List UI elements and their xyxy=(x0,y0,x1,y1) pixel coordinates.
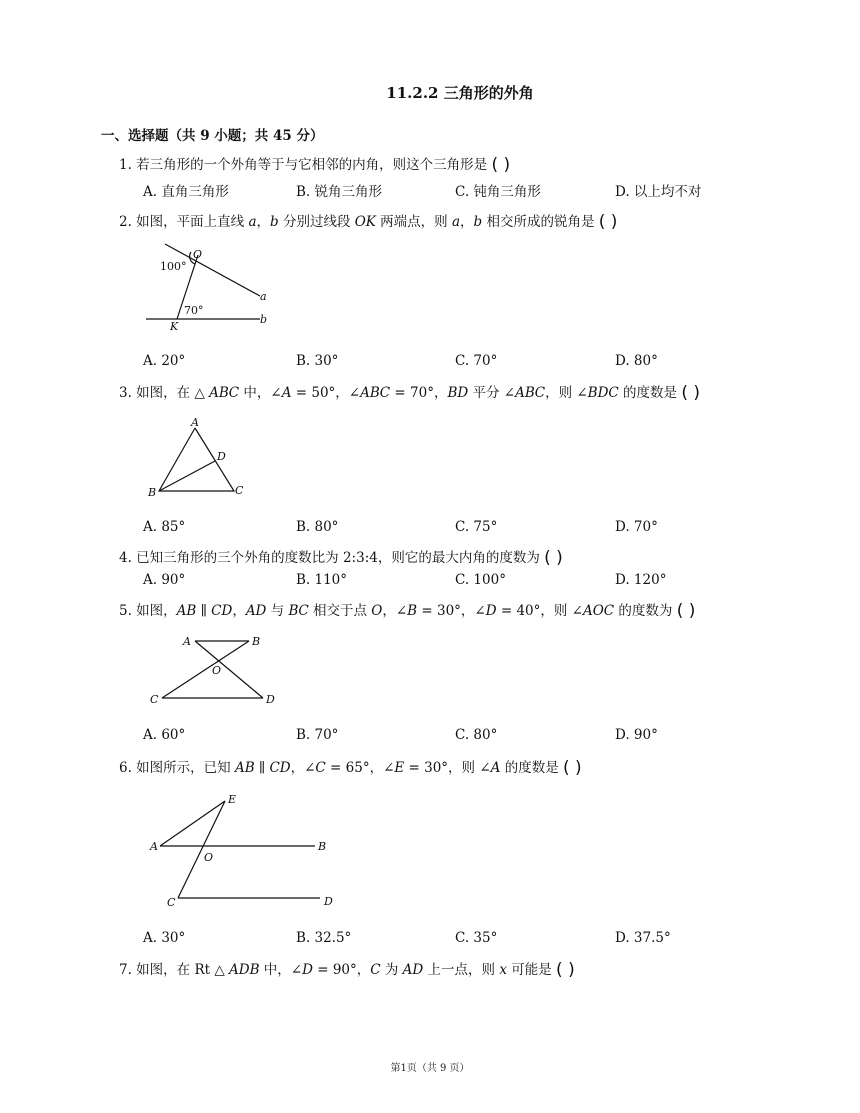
option-c: C. 75° xyxy=(455,519,498,535)
option-b: B. 110° xyxy=(296,572,348,588)
label-b: B xyxy=(148,486,157,499)
angle-label-70: 70° xyxy=(184,304,204,317)
label-c: C xyxy=(167,896,176,909)
label-d: D xyxy=(266,693,275,706)
section-heading: 一、选择题（共 9 小题；共 45 分） xyxy=(101,128,324,144)
angle-label-100: 100° xyxy=(160,260,187,273)
page-title: 11.2.2 三角形的外角 xyxy=(386,84,534,102)
question-1 xyxy=(119,153,510,175)
label-b: b xyxy=(260,313,268,326)
label-o: O xyxy=(212,664,222,677)
label-k: K xyxy=(170,320,179,333)
label-o: O xyxy=(193,248,203,261)
figure-q2 xyxy=(140,240,280,335)
question-text: 3. 如图，在 △ 𝐴𝐵𝐶 中，∠𝐴 = 50°，∠𝐴𝐵𝐶 = 70°，𝐵𝐷 平分 ∠𝐴𝐵𝐶，则 ∠𝐵𝐷𝐶 的度数是 xyxy=(119,385,678,401)
question-7 xyxy=(119,958,575,980)
segment-ae xyxy=(160,801,225,846)
option-c: C. 35° xyxy=(455,930,498,946)
option-a: A. 30° xyxy=(143,930,186,946)
option-d: D. 以上均不对 xyxy=(615,184,702,200)
label-a: a xyxy=(260,290,267,303)
option-a: A. 60° xyxy=(143,727,186,743)
label-a: A xyxy=(150,840,158,853)
question-text: 6. 如图所示，已知 𝐴𝐵 ∥ 𝐶𝐷，∠𝐶 = 65°，∠𝐸 = 30°，则 ∠𝐴 的度数是 xyxy=(119,760,559,776)
option-a: A. 85° xyxy=(143,519,186,535)
answer-blank: ( ) xyxy=(598,212,618,232)
question-text: 2. 如图，平面上直线 𝑎，𝑏 分别过线段 𝑂𝐾 两端点，则 𝑎，𝑏 相交所成的锐角是 xyxy=(119,214,595,230)
question-text: 5. 如图，𝐴𝐵 ∥ 𝐶𝐷，𝐴𝐷 与 𝐵𝐶 相交于点 𝑂，∠𝐵 = 30°，∠𝐷 = 40°，则 ∠𝐴𝑂𝐶 的度数为 xyxy=(119,603,673,619)
question-text: 7. 如图，在 Rt △ 𝐴𝐷𝐵 中，∠𝐷 = 90°，𝐶 为 𝐴𝐷 上一点，则 𝑥 可能是 xyxy=(119,962,552,978)
label-c: C xyxy=(150,693,159,706)
option-c: C. 100° xyxy=(455,572,506,588)
option-b: B. 80° xyxy=(296,519,339,535)
question-5 xyxy=(119,599,695,621)
label-a: A xyxy=(183,635,191,648)
answer-blank: ( ) xyxy=(491,155,511,175)
answer-blank: ( ) xyxy=(676,601,696,621)
option-d: D. 70° xyxy=(615,519,658,535)
question-text: 4. 已知三角形的三个外角的度数比为 2:3:4，则它的最大内角的度数为 xyxy=(119,550,540,566)
option-a: A. 90° xyxy=(143,572,186,588)
figure-q6 xyxy=(145,790,345,915)
question-4 xyxy=(119,546,563,568)
option-c: C. 钝角三角形 xyxy=(455,184,541,200)
label-o: O xyxy=(204,851,214,864)
figure-q3 xyxy=(143,416,253,501)
option-b: B. 70° xyxy=(296,727,339,743)
option-c: C. 80° xyxy=(455,727,498,743)
option-d: D. 120° xyxy=(615,572,667,588)
answer-blank: ( ) xyxy=(556,960,575,980)
option-a: A. 直角三角形 xyxy=(143,184,229,200)
question-6 xyxy=(119,756,582,778)
option-a: A. 20° xyxy=(143,353,186,369)
option-d: D. 37.5° xyxy=(615,930,671,946)
option-b: B. 30° xyxy=(296,353,339,369)
question-text: 1. 若三角形的一个外角等于与它相邻的内角，则这个三角形是 xyxy=(119,157,488,173)
label-e: E xyxy=(228,793,237,806)
option-c: C. 70° xyxy=(455,353,498,369)
answer-blank: ( ) xyxy=(544,548,563,568)
label-b: B xyxy=(318,840,327,853)
option-d: D. 80° xyxy=(615,353,658,369)
option-b: B. 锐角三角形 xyxy=(296,184,383,200)
label-b: B xyxy=(252,635,261,648)
page-footer: 第1页（共 9 页） xyxy=(390,1063,470,1074)
question-2 xyxy=(119,210,617,232)
answer-blank: ( ) xyxy=(681,383,701,403)
label-d: D xyxy=(217,450,226,463)
segment-ec xyxy=(178,801,225,898)
question-3 xyxy=(119,381,700,403)
label-c: C xyxy=(235,484,244,497)
figure-q5 xyxy=(145,632,285,707)
answer-blank: ( ) xyxy=(563,758,582,778)
label-d: D xyxy=(324,895,333,908)
label-a: A xyxy=(191,416,199,429)
option-b: B. 32.5° xyxy=(296,930,352,946)
option-d: D. 90° xyxy=(615,727,658,743)
